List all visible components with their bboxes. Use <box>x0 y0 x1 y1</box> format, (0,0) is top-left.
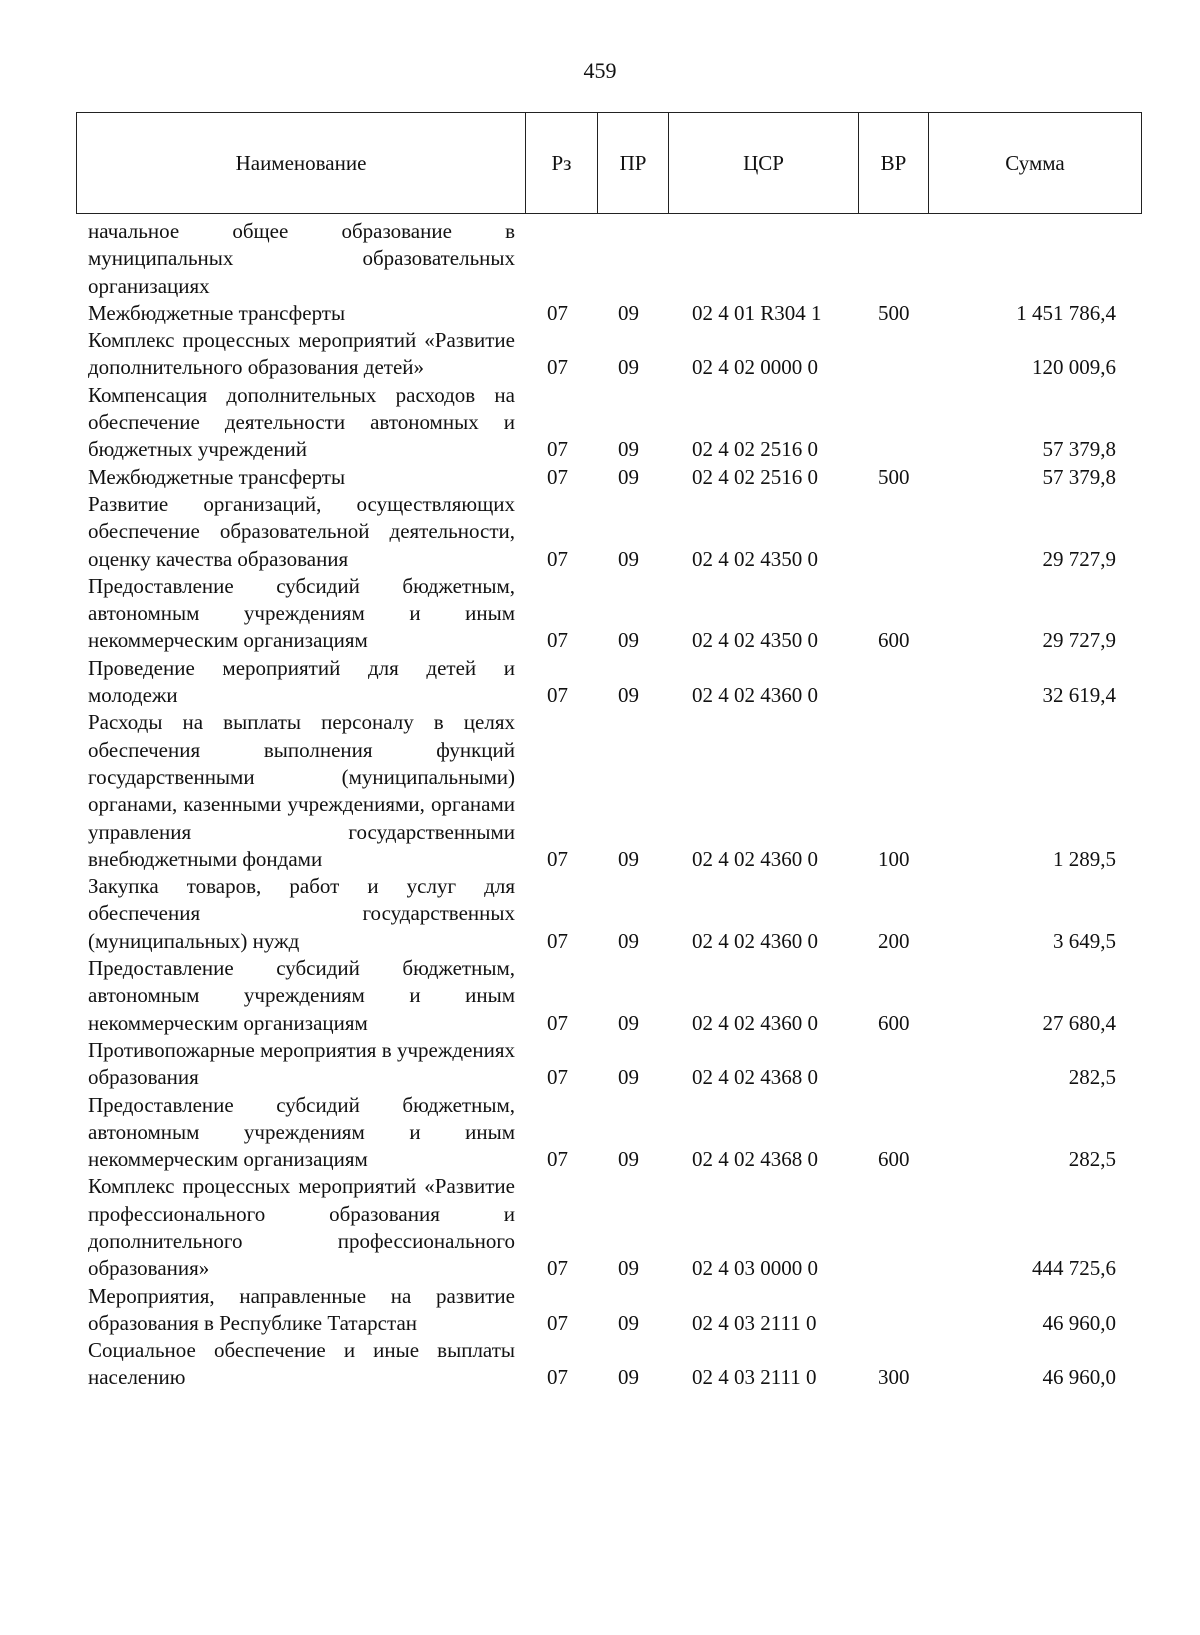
row-sum: 282,5 <box>1068 1147 1116 1172</box>
row-sum: 282,5 <box>1068 1065 1116 1090</box>
row-pr: 09 <box>618 683 639 708</box>
row-sum: 32 619,4 <box>1042 683 1116 708</box>
table-row <box>0 1173 1200 1282</box>
row-rz: 07 <box>547 928 568 953</box>
row-rz: 07 <box>547 464 568 489</box>
row-pr: 09 <box>618 300 639 325</box>
row-name: Мероприятия, направленные на развитие образования в Республике Татарстан <box>88 1283 515 1335</box>
row-name: Расходы на выплаты персоналу в целях обеспечения выполнения функций государственными (муниципальными) органами, казенными учреждениями, органами управления государственными внебюджетными фондами <box>88 710 515 871</box>
row-sum: 29 727,9 <box>1042 546 1116 571</box>
table-header <box>76 112 1142 214</box>
row-name: Комплекс процессных мероприятий «Развитие профессионального образования и дополнительного профессионального образования» <box>88 1174 515 1281</box>
row-sum: 444 725,6 <box>1032 1256 1116 1281</box>
row-rz: 07 <box>547 628 568 653</box>
row-name: Предоставление субсидий бюджетным, автономным учреждениям и иным некоммерческим организациям <box>88 956 515 1035</box>
row-name: Межбюджетные трансферты <box>88 464 346 489</box>
row-sum: 57 379,8 <box>1042 464 1116 489</box>
row-vr: 600 <box>878 1147 910 1172</box>
row-csr: 02 4 02 0000 0 <box>692 355 818 380</box>
row-vr: 600 <box>878 1010 910 1035</box>
row-pr: 09 <box>618 437 639 462</box>
row-csr: 02 4 02 4360 0 <box>692 683 818 708</box>
row-pr: 09 <box>618 546 639 571</box>
row-sum: 46 960,0 <box>1042 1310 1116 1335</box>
row-csr: 02 4 03 2111 0 <box>692 1365 817 1390</box>
header-vr: ВР <box>859 113 929 213</box>
row-rz: 07 <box>547 1365 568 1390</box>
header-rz: Рз <box>526 113 598 213</box>
table-row <box>0 1283 1200 1338</box>
row-csr: 02 4 02 4350 0 <box>692 628 818 653</box>
row-csr: 02 4 02 2516 0 <box>692 437 818 462</box>
row-vr: 200 <box>878 928 910 953</box>
row-rz: 07 <box>547 683 568 708</box>
row-rz: 07 <box>547 1256 568 1281</box>
row-pr: 09 <box>618 1147 639 1172</box>
row-csr: 02 4 02 4368 0 <box>692 1147 818 1172</box>
row-pr: 09 <box>618 1365 639 1390</box>
row-sum: 27 680,4 <box>1042 1010 1116 1035</box>
row-vr: 500 <box>878 300 910 325</box>
table-row <box>0 382 1200 464</box>
row-sum: 1 451 786,4 <box>1016 300 1116 325</box>
table-row <box>0 655 1200 710</box>
table-row <box>0 300 1200 327</box>
row-pr: 09 <box>618 1065 639 1090</box>
table-row <box>0 1092 1200 1174</box>
row-csr: 02 4 02 4360 0 <box>692 846 818 871</box>
row-csr: 02 4 02 4368 0 <box>692 1065 818 1090</box>
row-vr: 300 <box>878 1365 910 1390</box>
row-vr: 100 <box>878 846 910 871</box>
table-row <box>0 573 1200 655</box>
header-pr: ПР <box>598 113 669 213</box>
row-rz: 07 <box>547 355 568 380</box>
row-csr: 02 4 02 4360 0 <box>692 928 818 953</box>
table-row <box>0 491 1200 573</box>
row-name: начальное общее образование в муниципальных образовательных организациях <box>88 219 515 298</box>
row-name: Закупка товаров, работ и услуг для обеспечения государственных (муниципальных) нужд <box>88 874 515 953</box>
row-name: Компенсация дополнительных расходов на обеспечение деятельности автономных и бюджетных учреждений <box>88 382 515 462</box>
table-body <box>0 218 1200 1392</box>
row-csr: 02 4 02 4360 0 <box>692 1010 818 1035</box>
row-pr: 09 <box>618 846 639 871</box>
page-number: 459 <box>583 58 617 83</box>
row-csr: 02 4 02 2516 0 <box>692 464 818 489</box>
row-rz: 07 <box>547 1147 568 1172</box>
row-vr: 500 <box>878 464 910 489</box>
row-rz: 07 <box>547 1010 568 1035</box>
row-name: Развитие организаций, осуществляющих обеспечение образовательной деятельности, оценку качества образования <box>88 491 515 571</box>
row-pr: 09 <box>618 355 639 380</box>
table-row <box>0 955 1200 1037</box>
table-row <box>0 709 1200 873</box>
row-sum: 120 009,6 <box>1032 355 1116 380</box>
row-name: Социальное обеспечение и иные выплаты населению <box>88 1338 515 1390</box>
header-csr: ЦСР <box>669 113 859 213</box>
table-row <box>0 1337 1200 1392</box>
row-sum: 1 289,5 <box>1053 846 1116 871</box>
row-name: Предоставление субсидий бюджетным, автономным учреждениям и иным некоммерческим организациям <box>88 573 515 653</box>
row-csr: 02 4 02 4350 0 <box>692 546 818 571</box>
table-row <box>0 873 1200 955</box>
row-csr: 02 4 01 R304 1 <box>692 300 822 325</box>
row-rz: 07 <box>547 546 568 571</box>
table-row <box>0 218 1200 300</box>
row-name: Предоставление субсидий бюджетным, автономным учреждениям и иным некоммерческим организациям <box>88 1092 515 1172</box>
row-sum: 3 649,5 <box>1053 928 1116 953</box>
row-rz: 07 <box>547 846 568 871</box>
header-name: Наименование <box>77 113 526 213</box>
row-sum: 29 727,9 <box>1042 628 1116 653</box>
table-row <box>0 464 1200 491</box>
row-pr: 09 <box>618 928 639 953</box>
row-name: Противопожарные мероприятия в учреждениях образования <box>88 1037 515 1090</box>
row-pr: 09 <box>618 1310 639 1335</box>
row-csr: 02 4 03 2111 0 <box>692 1310 817 1335</box>
row-rz: 07 <box>547 300 568 325</box>
row-pr: 09 <box>618 628 639 653</box>
row-csr: 02 4 03 0000 0 <box>692 1256 818 1281</box>
row-sum: 57 379,8 <box>1042 437 1116 462</box>
row-rz: 07 <box>547 437 568 462</box>
row-vr: 600 <box>878 628 910 653</box>
row-pr: 09 <box>618 464 639 489</box>
row-rz: 07 <box>547 1065 568 1090</box>
header-sum: Сумма <box>1005 150 1065 175</box>
table-row <box>0 1037 1200 1092</box>
row-sum: 46 960,0 <box>1042 1365 1116 1390</box>
row-pr: 09 <box>618 1010 639 1035</box>
row-name: Комплекс процессных мероприятий «Развитие дополнительного образования детей» <box>88 328 515 380</box>
row-name: Межбюджетные трансферты <box>88 300 346 325</box>
row-name: Проведение мероприятий для детей и молодежи <box>88 655 515 708</box>
table-row <box>0 327 1200 382</box>
row-pr: 09 <box>618 1256 639 1281</box>
row-rz: 07 <box>547 1310 568 1335</box>
